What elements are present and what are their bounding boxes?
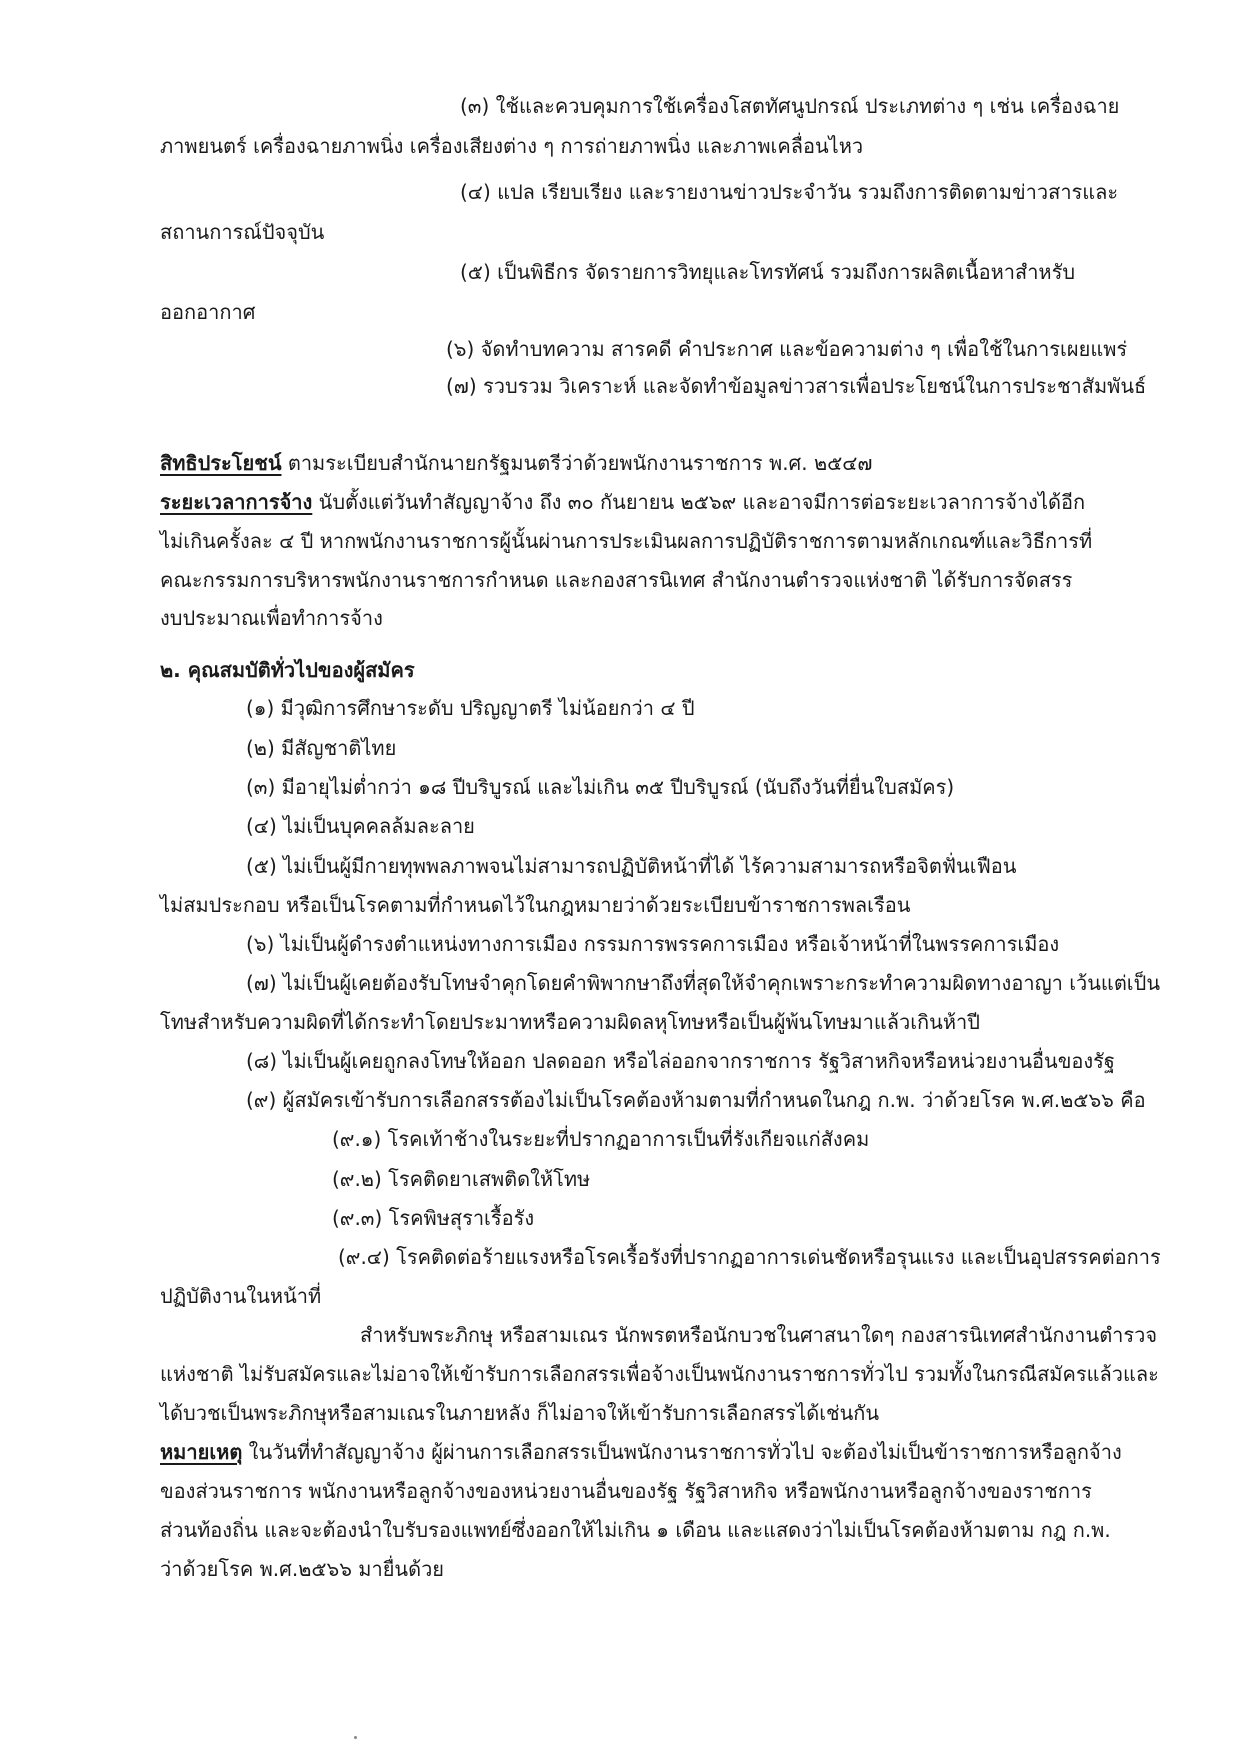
duty-5-line-1: (๕) เป็นพิธีกร จัดรายการวิทยุและโทรทัศน์ รวมถึงการผลิตเนื้อหาสำหรับ: [460, 260, 1076, 284]
period-label: ระยะเวลาการจ้าง: [160, 490, 313, 514]
note-line-4: ว่าด้วยโรค พ.ศ.๒๕๖๖ มายื่นด้วย: [160, 1557, 445, 1581]
duty-4-line-1: (๔) แปล เรียบเรียง และรายงานข่าวประจำวัน รวมถึงการติดตามข่าวสารและ: [460, 180, 1119, 204]
period-text-1: นับตั้งแต่วันทำสัญญาจ้าง ถึง ๓๐ กันยายน ๒๕๖๙ และอาจมีการต่อระยะเวลาการจ้างได้อีก: [312, 490, 1086, 514]
monk-line-3: ได้บวชเป็นพระภิกษุหรือสามเณรในภายหลัง ก็ไม่อาจให้เข้ารับการเลือกสรรได้เช่นกัน: [160, 1401, 880, 1425]
qualification-9: (๙) ผู้สมัครเข้ารับการเลือกสรรต้องไม่เป็นโรคต้องห้ามตามที่กำหนดในกฎ ก.พ. ว่าด้วยโรค พ.ศ.๒๕๖๖ คือ: [246, 1088, 1146, 1112]
period-line-3: คณะกรรมการบริหารพนักงานราชการกำหนด และกองสารนิเทศ สำนักงานตำรวจแห่งชาติ ได้รับการจัดสรร: [160, 568, 1073, 592]
monk-line-1: สำหรับพระภิกษุ หรือสามเณร นักพรตหรือนักบวชในศาสนาใดๆ กองสารนิเทศสำนักงานตำรวจ: [360, 1323, 1158, 1347]
duty-5-line-2: ออกอากาศ: [160, 300, 256, 324]
scan-speck: [354, 1736, 357, 1739]
qualification-5-line-1: (๕) ไม่เป็นผู้มีกายทุพพลภาพจนไม่สามารถปฏิบัติหน้าที่ได้ ไร้ความสามารถหรือจิตฟั่นเฟือน: [246, 854, 1017, 878]
qualification-6: (๖) ไม่เป็นผู้ดำรงตำแหน่งทางการเมือง กรรมการพรรคการเมือง หรือเจ้าหน้าที่ในพรรคการเมือง: [246, 932, 1060, 956]
benefits-text: ตามระเบียบสำนักนายกรัฐมนตรีว่าด้วยพนักงานราชการ พ.ศ. ๒๕๔๗: [281, 451, 873, 475]
duty-4-line-2: สถานการณ์ปัจจุบัน: [160, 220, 325, 244]
note-label: หมายเหตุ: [160, 1440, 243, 1464]
qualification-9-4-line-2: ปฏิบัติงานในหน้าที่: [160, 1284, 322, 1308]
note-line-3: ส่วนท้องถิ่น และจะต้องนำใบรับรองแพทย์ซึ่งออกให้ไม่เกิน ๑ เดือน และแสดงว่าไม่เป็นโรคต้องห้ามตาม กฎ ก.พ.: [160, 1518, 1111, 1542]
benefits-line: [160, 449, 872, 477]
qualification-7-line-1: (๗) ไม่เป็นผู้เคยต้องรับโทษจำคุกโดยคำพิพากษาถึงที่สุดให้จำคุกเพราะกระทำความผิดทางอาญา เว้นแต่เป็น: [246, 971, 1161, 995]
monk-line-2: แห่งชาติ ไม่รับสมัครและไม่อาจให้เข้ารับการเลือกสรรเพื่อจ้างเป็นพนักงานราชการทั่วไป รวมทั้งในกรณีสมัครแล้วและ: [160, 1362, 1159, 1386]
qualification-9-4-line-1: (๙.๔) โรคติดต่อร้ายแรงหรือโรคเรื้อรังที่ปรากฏอาการเด่นชัดหรือรุนแรง และเป็นอุปสรรคต่อการ: [338, 1245, 1161, 1269]
period-line-2: ไม่เกินครั้งละ ๔ ปี หากพนักงานราชการผู้นั้นผ่านการประเมินผลการปฏิบัติราชการตามหลักเกณฑ์และวิธีการที่: [160, 529, 1093, 553]
qualification-9-3: (๙.๓) โรคพิษสุราเรื้อรัง: [332, 1206, 535, 1230]
qualification-3: (๓) มีอายุไม่ต่ำกว่า ๑๘ ปีบริบูรณ์ และไม่เกิน ๓๕ ปีบริบูรณ์ (นับถึงวันที่ยื่นใบสมัคร): [246, 775, 955, 799]
qualification-1: (๑) มีวุฒิการศึกษาระดับ ปริญญาตรี ไม่น้อยกว่า ๔ ปี: [246, 696, 695, 720]
duty-3-line-2: ภาพยนตร์ เครื่องฉายภาพนิ่ง เครื่องเสียงต่าง ๆ การถ่ายภาพนิ่ง และภาพเคลื่อนไหว: [160, 134, 864, 158]
note-line-2: ของส่วนราชการ พนักงานหรือลูกจ้างของหน่วยงานอื่นของรัฐ รัฐวิสาหกิจ หรือพนักงานหรือลูกจ้างของราชการ: [160, 1479, 1092, 1503]
qualification-9-1: (๙.๑) โรคเท้าช้างในระยะที่ปรากฏอาการเป็นที่รังเกียจแก่สังคม: [332, 1127, 870, 1151]
section-2-heading: ๒. คุณสมบัติทั่วไปของผู้สมัคร: [160, 658, 415, 682]
duty-6: (๖) จัดทำบทความ สารคดี คำประกาศ และข้อความต่าง ๆ เพื่อใช้ในการเผยแพร่: [446, 337, 1128, 361]
qualification-2: (๒) มีสัญชาติไทย: [246, 736, 397, 760]
note-line-1: [160, 1438, 1122, 1466]
qualification-5-line-2: ไม่สมประกอบ หรือเป็นโรคตามที่กำหนดไว้ในกฎหมายว่าด้วยระเบียบข้าราชการพลเรือน: [160, 893, 911, 917]
duty-3-line-1: (๓) ใช้และควบคุมการใช้เครื่องโสตทัศนูปกรณ์ ประเภทต่าง ๆ เช่น เครื่องฉาย: [460, 94, 1120, 118]
duty-7: (๗) รวบรวม วิเคราะห์ และจัดทำข้อมูลข่าวสารเพื่อประโยชน์ในการประชาสัมพันธ์: [446, 374, 1147, 398]
qualification-8: (๘) ไม่เป็นผู้เคยถูกลงโทษให้ออก ปลดออก หรือไล่ออกจากราชการ รัฐวิสาหกิจหรือหน่วยงานอื่นของรัฐ: [246, 1049, 1115, 1073]
qualification-7-line-2: โทษสำหรับความผิดที่ได้กระทำโดยประมาทหรือความผิดลหุโทษหรือเป็นผู้พ้นโทษมาแล้วเกินห้าปี: [160, 1010, 980, 1034]
qualification-9-2: (๙.๒) โรคติดยาเสพติดให้โทษ: [332, 1167, 591, 1191]
period-line-1: [160, 488, 1085, 516]
benefits-label: สิทธิประโยชน์: [160, 451, 282, 475]
qualification-4: (๔) ไม่เป็นบุคคลล้มละลาย: [246, 814, 475, 838]
note-text-1: ในวันที่ทำสัญญาจ้าง ผู้ผ่านการเลือกสรรเป็นพนักงานราชการทั่วไป จะต้องไม่เป็นข้าราชการหรือลูกจ้าง: [242, 1440, 1122, 1464]
period-line-4: งบประมาณเพื่อทำการจ้าง: [160, 606, 383, 630]
